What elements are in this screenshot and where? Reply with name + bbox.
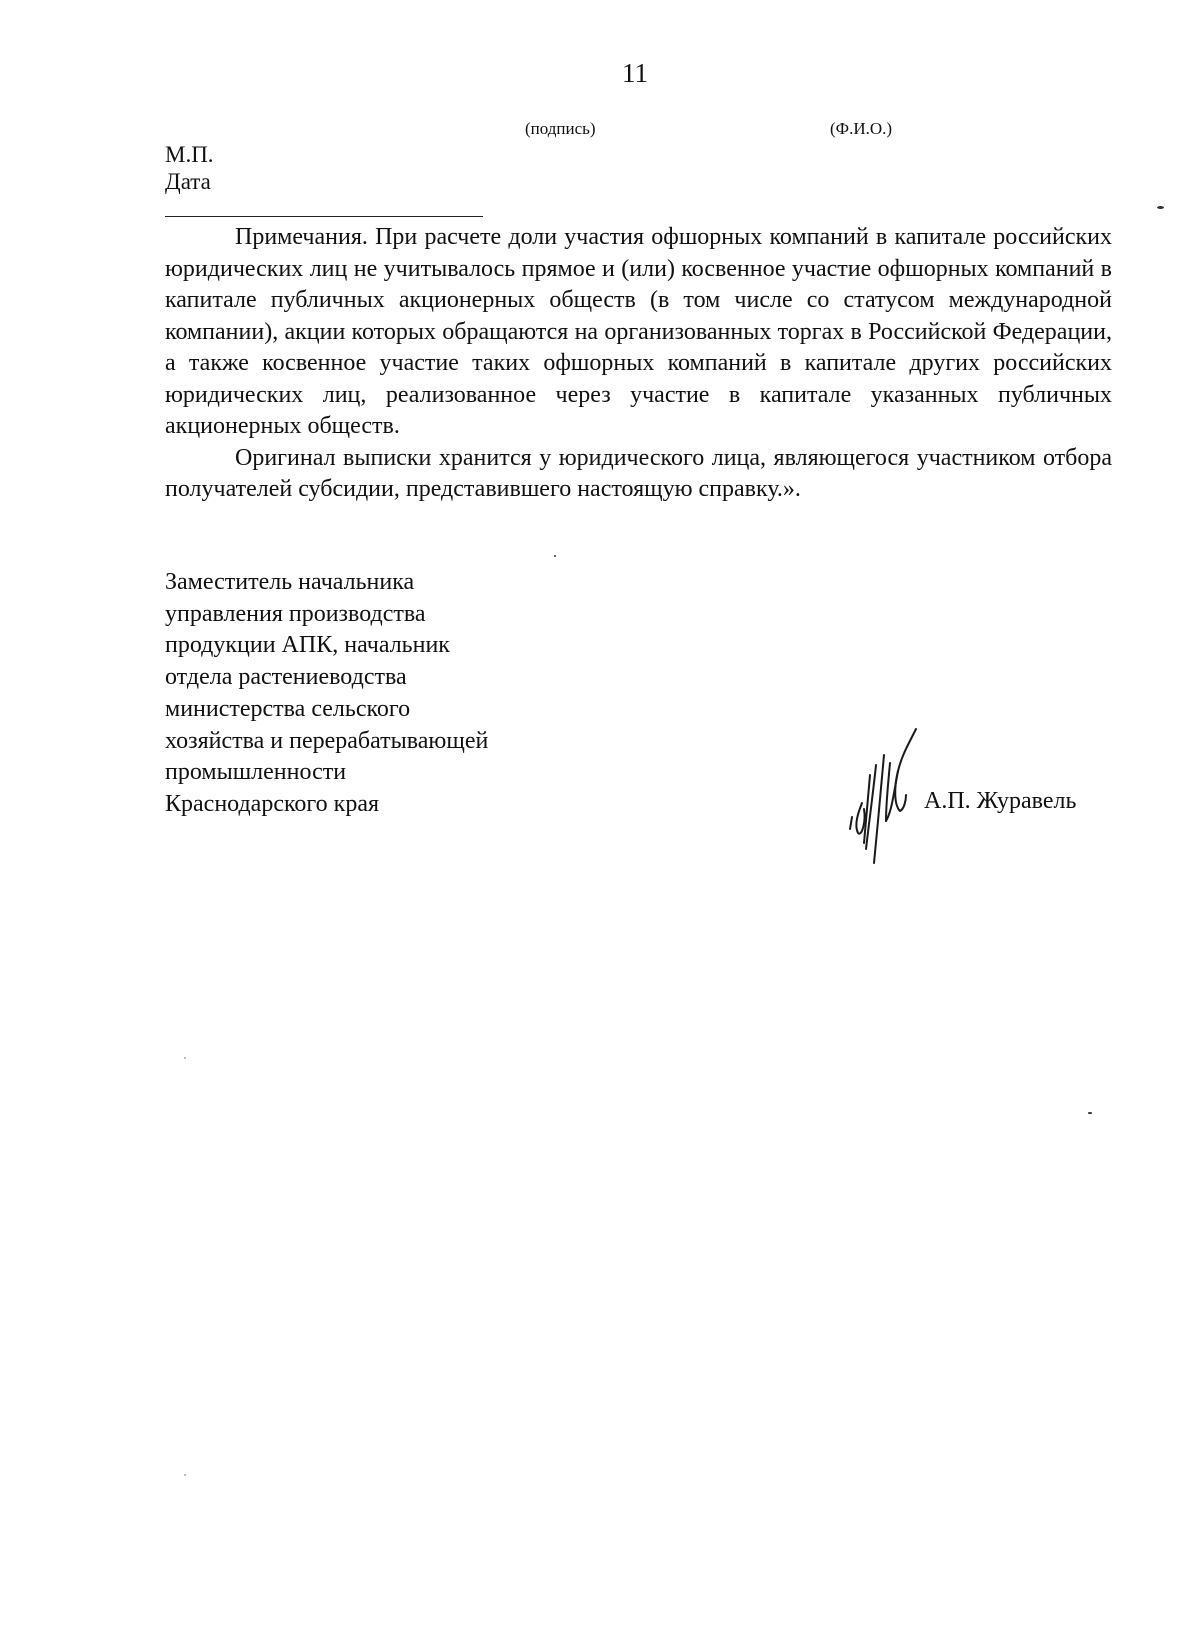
seal-label: М.П.: [165, 142, 214, 167]
scan-speck: [1088, 1112, 1092, 1114]
footnote-rule: [165, 216, 483, 217]
notes-section: [165, 222, 1112, 506]
note-paragraph: Примечания. При расчете доли участия офшорных компаний в капитале российских юридических лиц не учитывалось прямое и (или) косвенное участие офшорных компаний в капитале публичных акционерных обществ (в том числе со статусом международной компании), акции которых обращаются на организованных торгах в Российской Федерации, а также косвенное участие таких офшорных компаний в капитале других российских юридических лиц, реализованное через участие в капитале указанных публичных акционерных обществ.: [165, 224, 1112, 439]
scan-speck: [554, 555, 556, 557]
signer-name: А.П. Журавель: [924, 788, 1077, 814]
position-line: управления производства: [165, 600, 426, 627]
note-paragraph: Оригинал выписки хранится у юридического лица, являющегося участником отбора получателей субсидии, представившего настоящую справку.».: [165, 444, 1112, 502]
position-line: министерства сельского: [165, 695, 411, 722]
position-line: Краснодарского края: [165, 790, 380, 817]
scan-speck: [1157, 206, 1164, 209]
date-label: Дата: [165, 169, 211, 194]
position-line: отдела растениеводства: [165, 664, 407, 691]
position-line: промышленности: [165, 759, 347, 786]
signer-position: [165, 567, 488, 821]
fio-caption: (Ф.И.О.): [830, 119, 893, 138]
signature-caption: (подпись): [525, 119, 596, 138]
scan-speck: [184, 1057, 186, 1059]
position-line: хозяйства и перерабатывающей: [165, 727, 489, 754]
scan-speck: [184, 1474, 186, 1476]
position-line: Заместитель начальника: [165, 569, 415, 595]
page-number: 11: [622, 58, 648, 88]
position-line: продукции АПК, начальник: [165, 632, 450, 659]
